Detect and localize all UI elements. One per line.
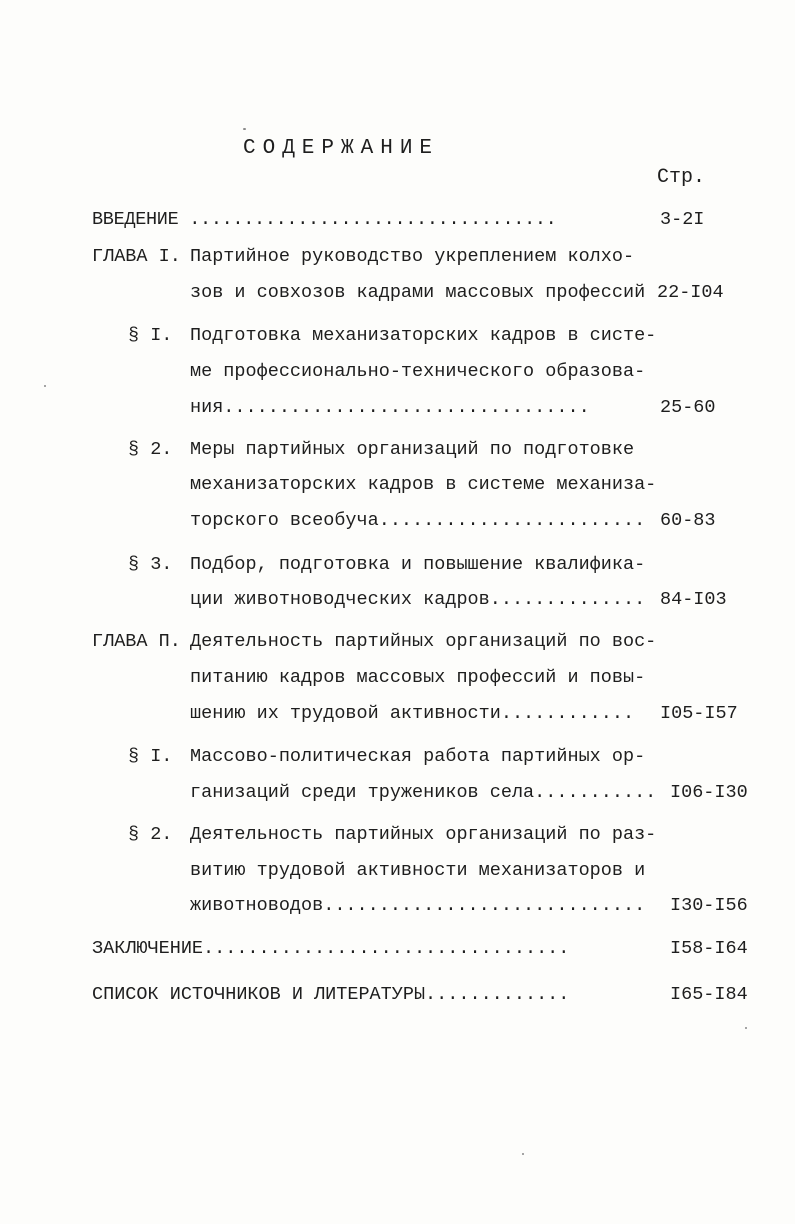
toc-ch1-s1-line3: ния................................. — [190, 397, 590, 418]
toc-ch1-s2-line3: торского всеобуча........................ — [190, 510, 646, 531]
toc-ch2-s1-line2: ганизаций среди тружеников села........... — [190, 782, 657, 803]
toc-ch1-s3-pages: 84-I03 — [660, 589, 727, 610]
toc-sources: СПИСОК ИСТОЧНИКОВ И ЛИТЕРАТУРЫ............. — [92, 984, 570, 1005]
toc-ch1-s2-line2: механизаторских кадров в системе механиза- — [190, 474, 657, 495]
scan-speck — [522, 1153, 524, 1155]
toc-ch1-line1: Партийное руководство укреплением колхо- — [190, 246, 635, 267]
toc-ch1-pages: 22-I04 — [657, 282, 724, 303]
toc-ch2-s2-mark: § 2. — [128, 824, 173, 845]
toc-ch2-s2-pages: I30-I56 — [670, 895, 748, 916]
toc-ch1-s1-pages: 25-60 — [660, 397, 716, 418]
pages-column-label: Стр. — [657, 166, 706, 189]
toc-ch2-line2: питанию кадров массовых профессий и повы- — [190, 667, 646, 688]
toc-intro: ВВЕДЕНИЕ .................................. — [92, 209, 557, 230]
toc-sources-pages: I65-I84 — [670, 984, 748, 1005]
toc-ch1-s1-line1: Подготовка механизаторских кадров в систе- — [190, 325, 657, 346]
toc-ch1-s3-mark: § 3. — [128, 554, 173, 575]
toc-ch2-s2-line2: витию трудовой активности механизаторов и — [190, 860, 646, 881]
scan-speck — [44, 385, 46, 387]
toc-ch1-s1-line2: ме профессионально-технического образова- — [190, 361, 646, 382]
toc-ch2-s1-line1: Массово-политическая работа партийных ор- — [190, 746, 646, 767]
toc-ch2-pages: I05-I57 — [660, 703, 738, 724]
toc-intro-pages: 3-2I — [660, 209, 705, 230]
toc-conclusion-pages: I58-I64 — [670, 938, 748, 959]
toc-conclusion: ЗАКЛЮЧЕНИЕ................................. — [92, 938, 570, 959]
scan-speck — [745, 1027, 747, 1029]
toc-ch2-s2-line1: Деятельность партийных организаций по раз- — [190, 824, 657, 845]
toc-ch1-line2: зов и совхозов кадрами массовых профессий — [190, 282, 646, 303]
toc-ch1-s2-pages: 60-83 — [660, 510, 716, 531]
toc-ch2-line3: шению их трудовой активности............ — [190, 703, 635, 724]
toc-ch2-s2-line3: животноводов............................. — [190, 895, 646, 916]
toc-ch2-s1-pages: I06-I30 — [670, 782, 748, 803]
toc-ch1-s1-mark: § I. — [128, 325, 173, 346]
toc-ch2-line1: Деятельность партийных организаций по вос- — [190, 631, 657, 652]
toc-ch1-label: ГЛАВА I. — [92, 246, 181, 267]
toc-ch1-s3-line2: ции животноводческих кадров.............. — [190, 589, 646, 610]
scan-speck — [243, 128, 246, 130]
toc-ch1-s2-mark: § 2. — [128, 439, 173, 460]
toc-ch1-s2-line1: Меры партийных организаций по подготовке — [190, 439, 635, 460]
toc-ch2-label: ГЛАВА П. — [92, 631, 181, 652]
page-title: СОДЕРЖАНИЕ — [243, 137, 440, 160]
toc-ch1-s3-line1: Подбор, подготовка и повышение квалифика- — [190, 554, 646, 575]
toc-ch2-s1-mark: § I. — [128, 746, 173, 767]
